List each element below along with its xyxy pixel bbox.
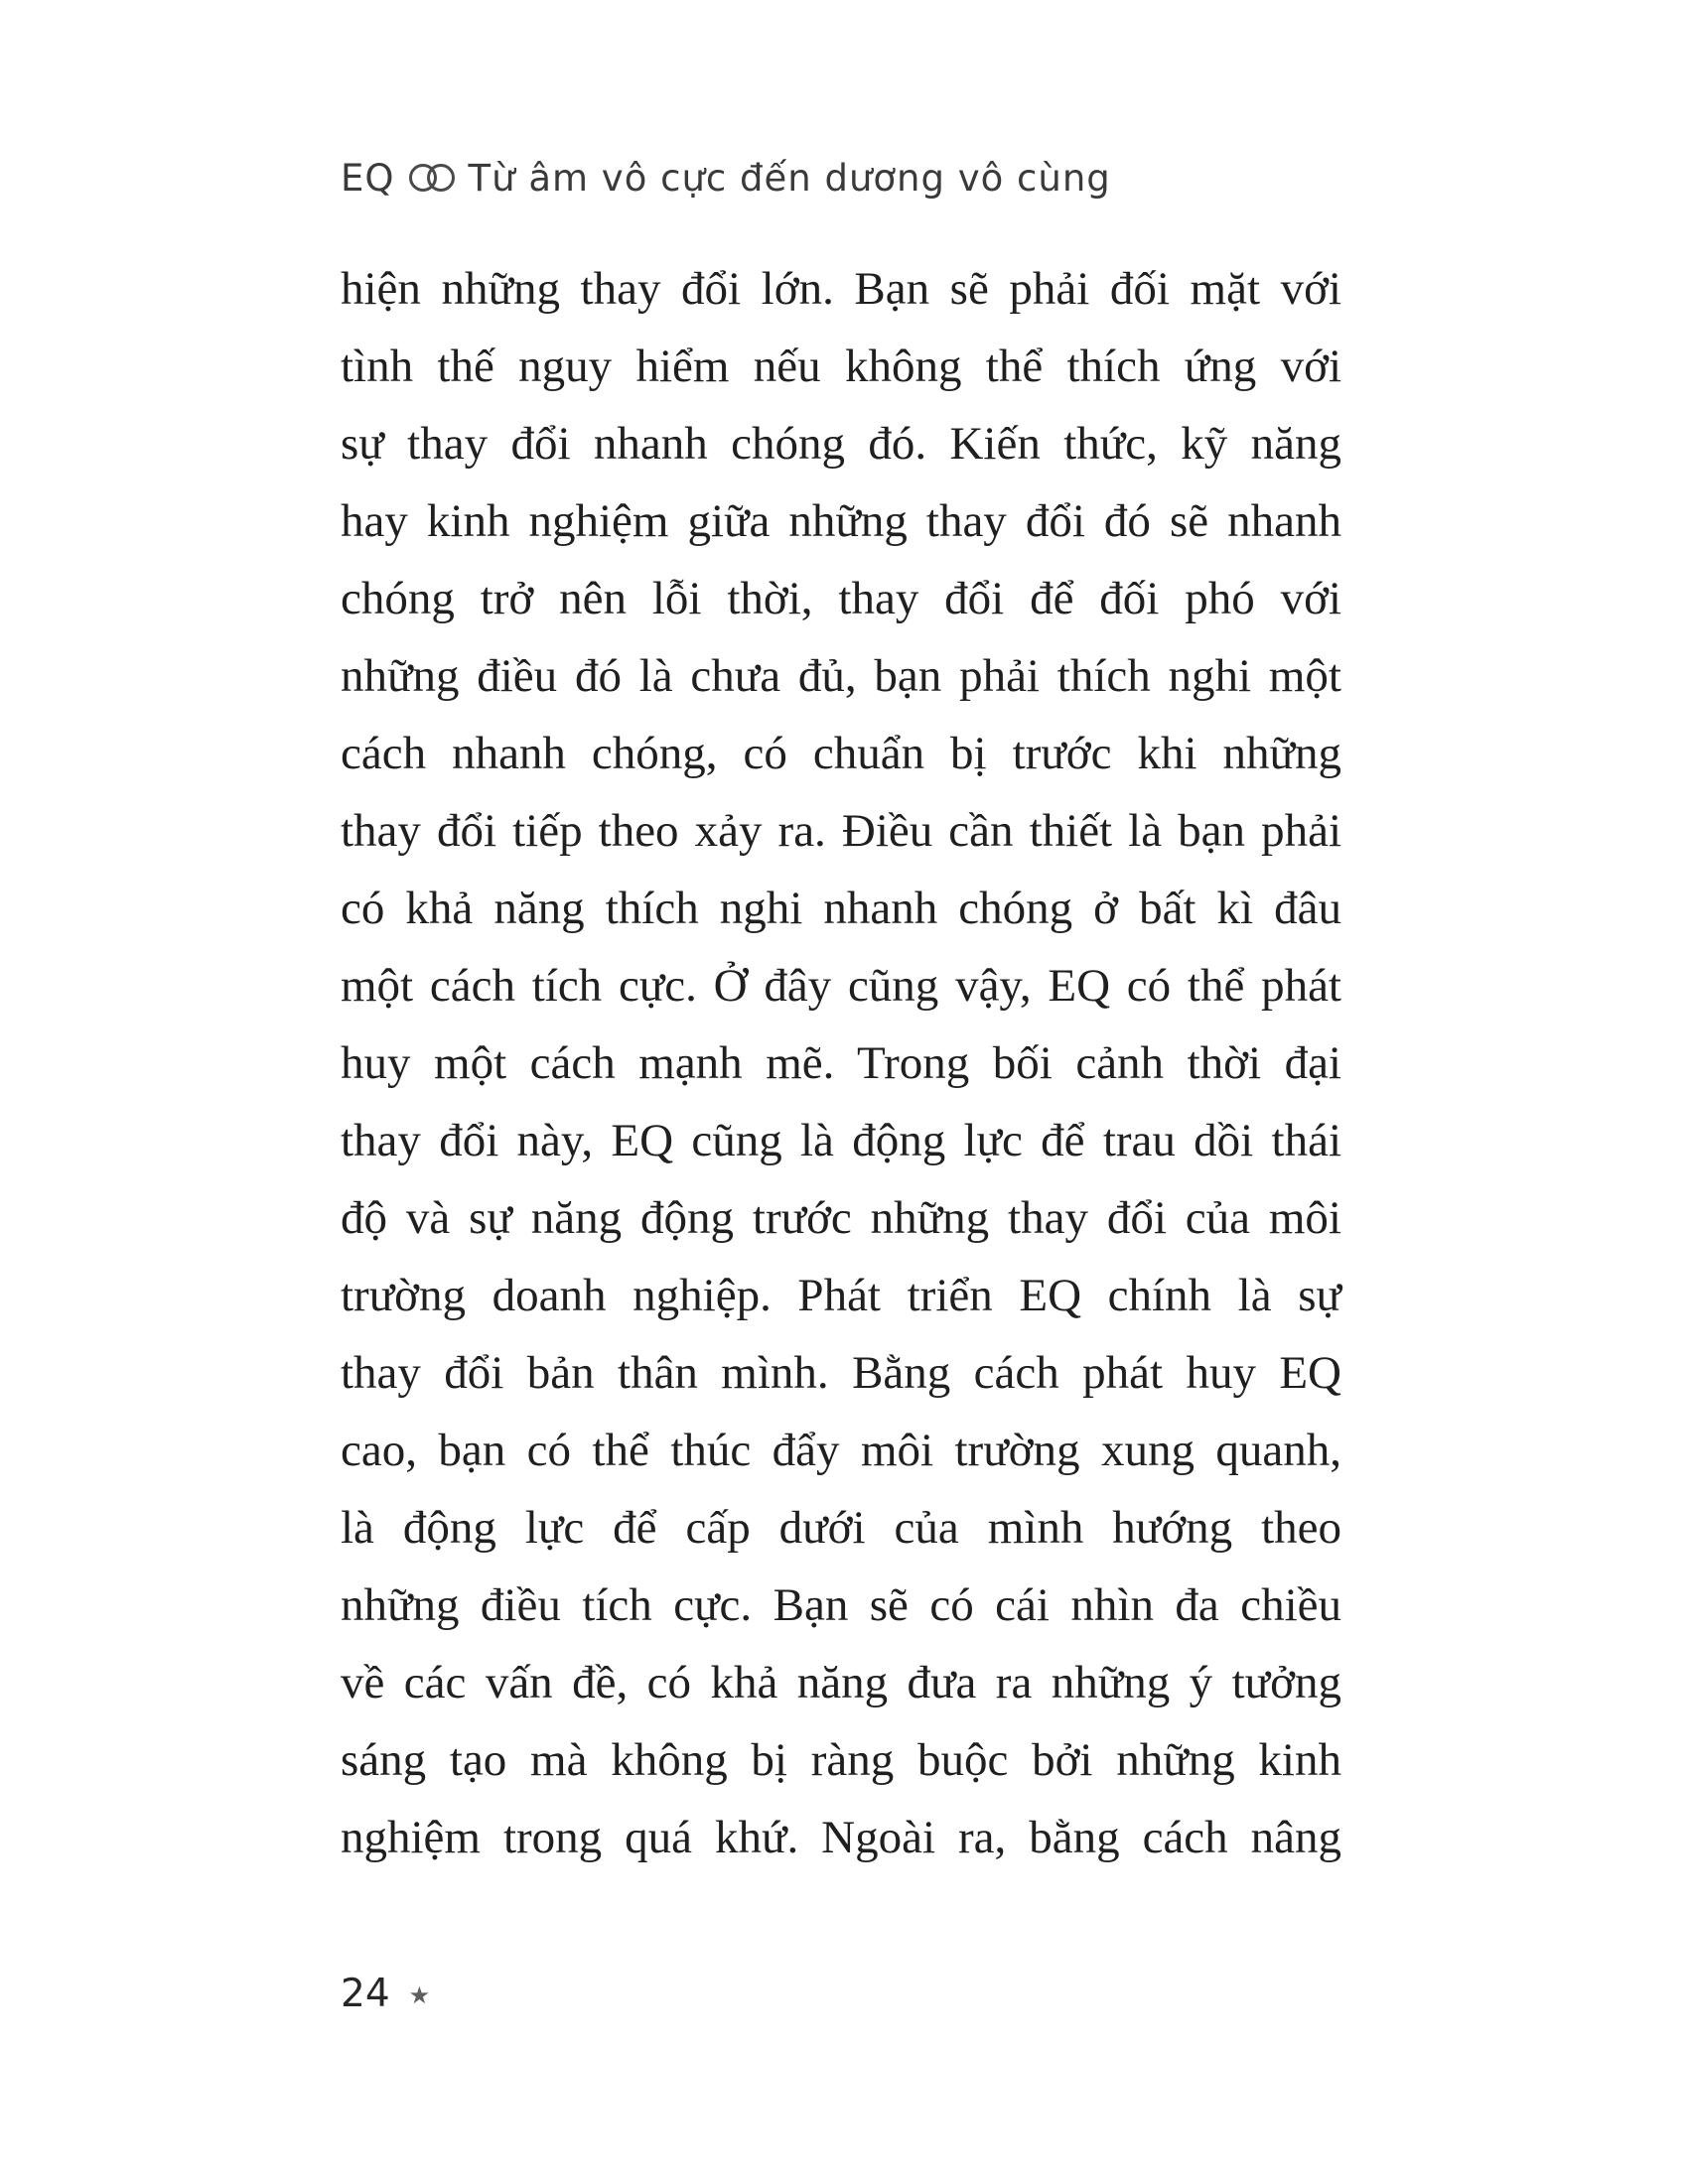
header-title: Từ âm vô cực đến dương vô cùng (468, 156, 1111, 200)
text-line: sự thay đổi nhanh chóng đó. Kiến thức, kỹ năng (341, 418, 1341, 470)
text-line: thay đổi này, EQ cũng là động lực để trau dồi thái (341, 1115, 1341, 1166)
text-line: hay kinh nghiệm giữa những thay đổi đó sẽ nhanh (341, 495, 1341, 547)
text-line: là động lực để cấp dưới của mình hướng theo (341, 1502, 1341, 1554)
text-line: cao, bạn có thể thúc đẩy môi trường xung quanh, (341, 1425, 1341, 1476)
body-text-block (341, 250, 1341, 1876)
infinity-icon (408, 161, 456, 195)
text-line: những điều tích cực. Bạn sẽ có cái nhìn đa chiều (341, 1579, 1341, 1631)
page-footer (341, 1972, 430, 2016)
text-line: trường doanh nghiệp. Phát triển EQ chính là sự (341, 1270, 1341, 1321)
text-line: thay đổi bản thân mình. Bằng cách phát huy EQ (341, 1347, 1341, 1399)
text-line: tình thế nguy hiểm nếu không thể thích ứng với (341, 341, 1341, 392)
running-header (341, 155, 1111, 201)
text-line: thay đổi tiếp theo xảy ra. Điều cần thiết là bạn phải (341, 805, 1341, 857)
text-line: những điều đó là chưa đủ, bạn phải thích nghi một (341, 650, 1341, 702)
text-line: cách nhanh chóng, có chuẩn bị trước khi những (341, 728, 1341, 779)
star-icon: ★ (408, 1980, 431, 2009)
text-line: nghiệm trong quá khứ. Ngoài ra, bằng cách nâng (341, 1812, 1341, 1863)
header-eq-label: EQ (341, 156, 395, 200)
text-line: chóng trở nên lỗi thời, thay đổi để đối phó với (341, 573, 1341, 624)
text-line: có khả năng thích nghi nhanh chóng ở bất kì đâu (341, 883, 1341, 934)
text-line: sáng tạo mà không bị ràng buộc bởi những kinh (341, 1734, 1341, 1786)
page-number: 24 (341, 1972, 390, 2016)
text-line: hiện những thay đổi lớn. Bạn sẽ phải đối mặt với (341, 263, 1341, 315)
text-line: một cách tích cực. Ở đây cũng vậy, EQ có thể phát (341, 960, 1341, 1012)
text-line: huy một cách mạnh mẽ. Trong bối cảnh thời đại (341, 1037, 1341, 1089)
text-line: về các vấn đề, có khả năng đưa ra những ý tưởng (341, 1657, 1341, 1708)
text-line: độ và sự năng động trước những thay đổi của môi (341, 1192, 1341, 1244)
